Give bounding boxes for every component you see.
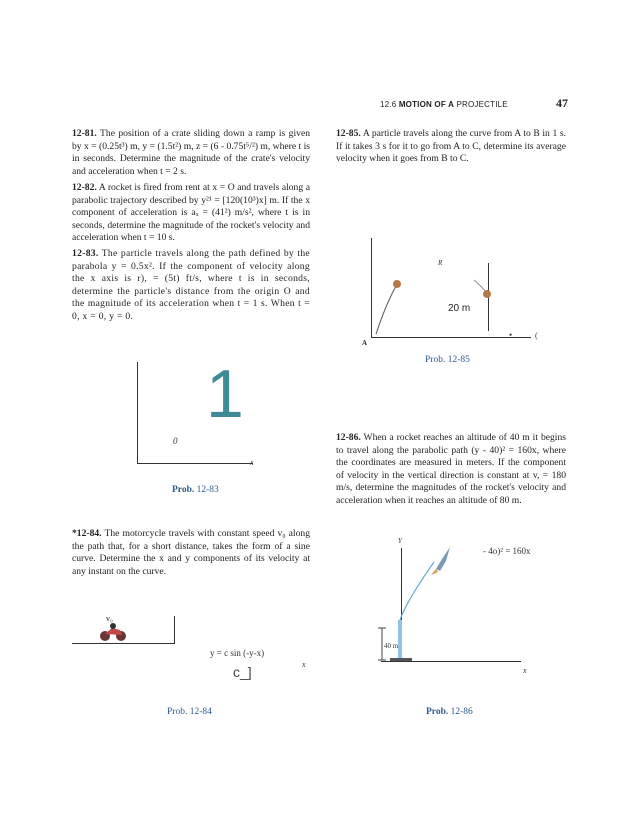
origin-label: 0: [173, 436, 178, 446]
section-title-rest: PROJECTILE: [456, 100, 508, 109]
page-number: 47: [556, 96, 568, 110]
distance-label: 20 m: [448, 303, 471, 314]
figure-caption-12-85: Prob. 12-85: [425, 355, 470, 365]
figure-caption-12-84: Prob. 12-84: [167, 707, 212, 717]
problem-12-86: [336, 432, 566, 508]
x-axis: [137, 463, 253, 464]
problem-number: 12-82.: [72, 182, 97, 193]
problem-12-84: [72, 528, 310, 578]
figure-numeral: 1: [206, 356, 244, 432]
section-number: 12.6: [380, 100, 397, 109]
ground-line: [72, 643, 174, 644]
problem-text: A rocket is fired from rent at x = O and travels along a parabolic trajectory described by y²¹ = [120(10³)x] m. If the x component of acceleration is aₓ = (41²) m/s², where t is in seconds, determine the magnitude of the rocket's velocity and acceleration when t = 10 s.: [72, 182, 310, 244]
particle-path: [374, 264, 504, 336]
figure-caption-12-86: Prob. 12-86: [426, 707, 473, 717]
point-a-label: A: [362, 339, 368, 347]
problem-text: The motorcycle travels with constant speed v₀ along the path that, for a short distance, takes the form of a sine curve. Determine the x and y components of its velocity at any instant on the curve.: [72, 528, 310, 577]
sine-equation: y = c sin (-y-x): [210, 648, 265, 658]
problem-12-81: [72, 128, 310, 178]
problem-12-83: [72, 248, 310, 324]
y-axis-label: Y: [398, 537, 402, 545]
point-c-label: (: [535, 331, 538, 340]
figure-caption-12-83: Prob. 12-83: [172, 485, 219, 495]
y-axis: [137, 362, 138, 464]
point-marker: •: [509, 330, 513, 340]
point-b-label: R: [438, 259, 443, 267]
y-axis: [174, 616, 175, 644]
x-axis-label: x: [302, 660, 306, 669]
running-header: [380, 100, 508, 109]
parabola-equation: - 4o)² = 160x: [483, 546, 531, 556]
height-label: 40 m: [384, 642, 399, 650]
problem-text: A particle travels along the curve from A to B in 1 s. If it takes 3 s for it to go from A to C, determine its average velocity when it goes from B to C.: [336, 128, 566, 165]
amplitude-label: c_]: [233, 664, 252, 680]
section-title-bold: MOTION OF A: [398, 100, 455, 109]
problem-text: The particle travels along the path defined by the parabola y = 0.5x². If the component of velocity along the x axis is r), = (5t) ft/s, where t is in seconds, determine the particle's distance from the origin O and the magnitude of its acceleration when t = 1 s. When t = 0, x = 0, y = 0.: [72, 248, 310, 322]
problem-number: 12-85.: [336, 128, 361, 139]
problem-text: The position of a crate sliding down a ramp is given by x = (0.25t³) m, y = (1.5t²) m, z = (6 - 0.75t⁵/²) m, where t is in seconds. Determine the magnitude of the crate's velocity and acceleration when t = 2 s.: [72, 128, 310, 177]
x-axis: [371, 337, 531, 338]
x-axis-label: x: [250, 458, 254, 467]
problem-number: 12-81.: [72, 128, 97, 139]
x-axis-label: x: [523, 666, 527, 675]
problem-number: 12-86.: [336, 432, 361, 443]
rocket-icon: [428, 545, 454, 577]
problem-number: *12-84.: [72, 528, 102, 539]
motorcycle-icon: [98, 622, 128, 642]
problem-12-82: [72, 182, 310, 245]
speed-label: v₀: [106, 614, 113, 623]
y-axis: [371, 238, 372, 338]
problem-text: When a rocket reaches an altitude of 40 m it begins to travel along the parabolic path (y - 40)² = 160x, where the coordinates are measured in meters. If the component of velocity in the vertical direction is constant at v, = 180 m/s, determine the magnitudes of the rocket's velocity and acceleration when it reaches an altitude of 80 m.: [336, 432, 566, 506]
problem-number: 12-83.: [72, 248, 99, 259]
problem-12-85: [336, 128, 566, 166]
